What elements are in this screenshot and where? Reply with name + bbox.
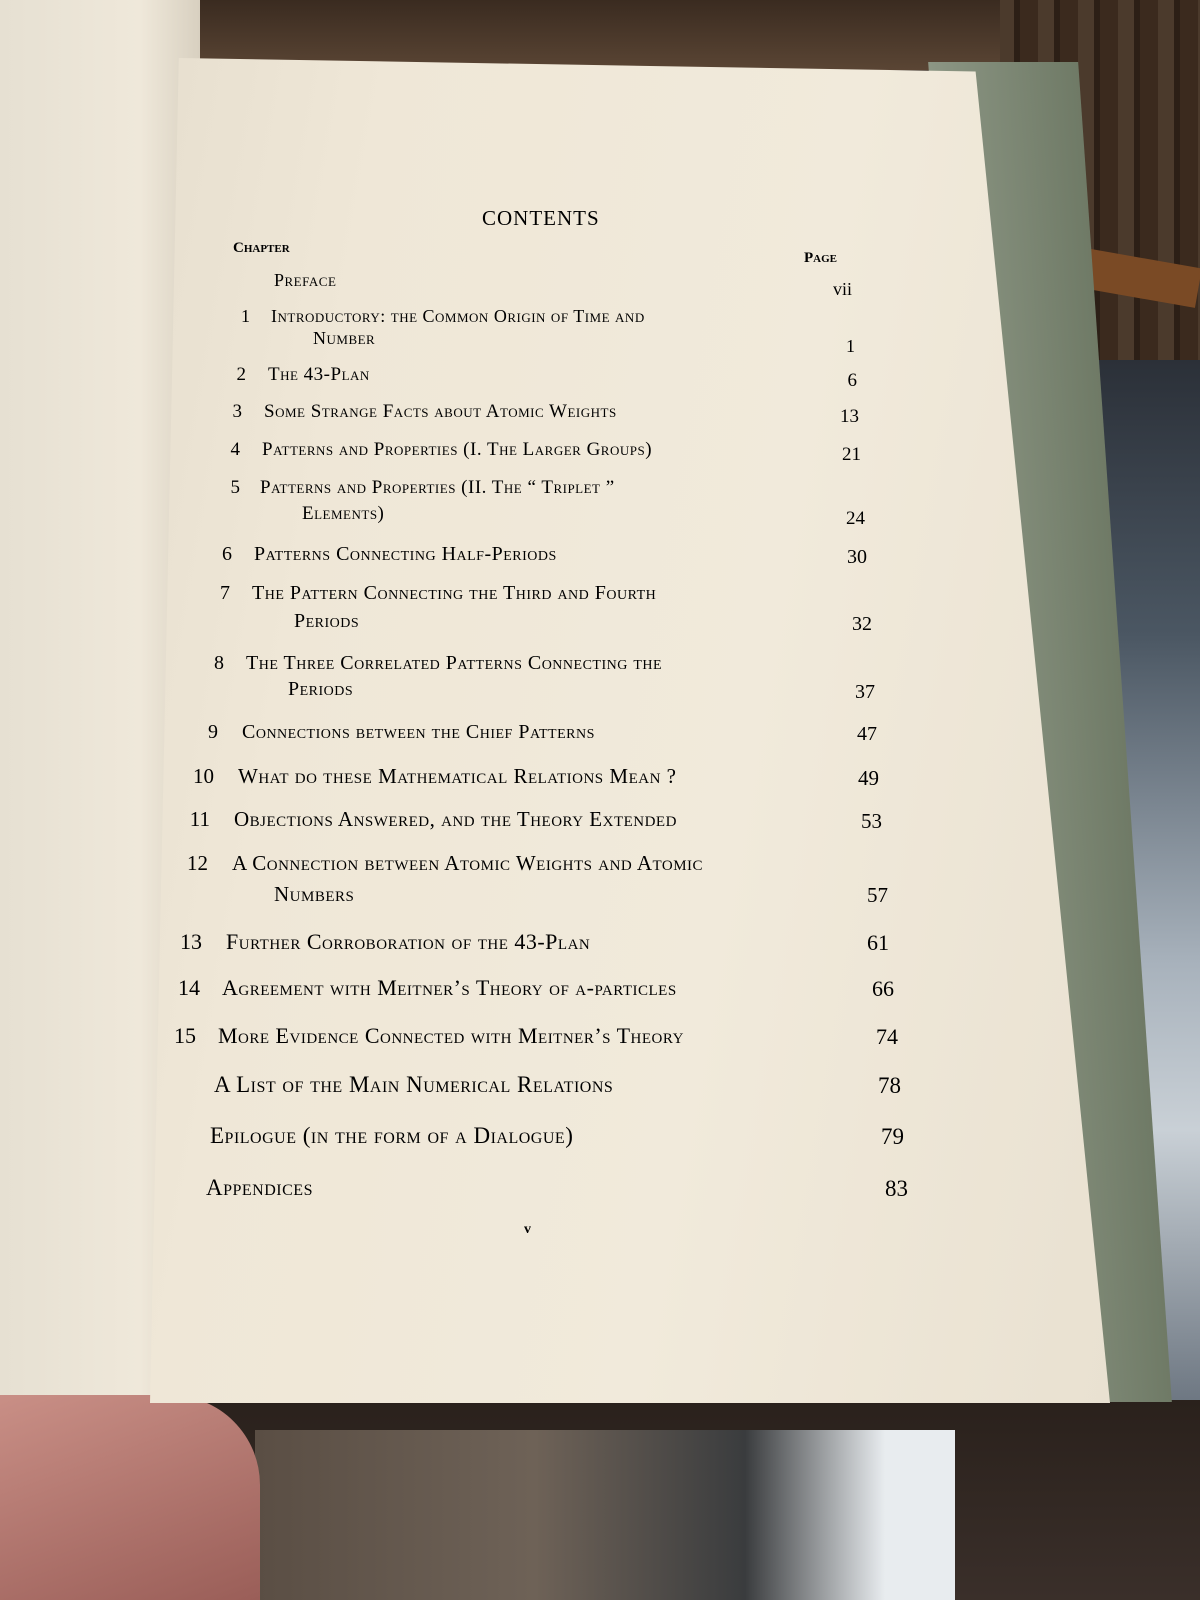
toc-entry-page: 6 bbox=[847, 370, 857, 391]
toc-entry-page: 79 bbox=[881, 1124, 904, 1149]
toc-entry-title: Connections between the Chief Patterns bbox=[242, 721, 595, 743]
toc-entry-title: Appendices bbox=[206, 1175, 313, 1200]
toc-entry-page: 83 bbox=[885, 1176, 908, 1201]
toc-entry-title: Introductory: the Common Origin of Time and bbox=[271, 306, 645, 326]
background-top bbox=[140, 0, 1000, 70]
toc-entry-number: 14 bbox=[178, 975, 200, 1000]
toc-entry-number: 1 bbox=[241, 306, 250, 326]
toc-entry-page: 24 bbox=[846, 508, 865, 529]
hand bbox=[0, 1395, 260, 1600]
toc-entry-title: Patterns and Properties (II. The “ Triplet ” bbox=[260, 477, 615, 498]
toc-entry-number: 8 bbox=[214, 652, 224, 674]
toc-entry-title: Agreement with Meitner’s Theory of α-particles bbox=[222, 975, 677, 1000]
toc-entry-page: 66 bbox=[872, 976, 894, 1001]
toc-entry-number: 9 bbox=[208, 721, 218, 743]
toc-entry-title-continued: Numbers bbox=[274, 882, 355, 906]
toc-entry-page: 37 bbox=[855, 681, 875, 703]
toc-entry-number: 11 bbox=[189, 807, 210, 831]
toc-entry-title: A List of the Main Numerical Relations bbox=[214, 1072, 614, 1097]
toc-entry-title-continued: Periods bbox=[294, 610, 360, 632]
toc-entry-page: 49 bbox=[858, 766, 879, 790]
toc-entry-page: 78 bbox=[878, 1073, 901, 1098]
toc-entry-page: 1 bbox=[846, 336, 855, 356]
toc-entry-title: Patterns and Properties (I. The Larger Groups) bbox=[262, 439, 653, 460]
toc-entry-title-continued: Number bbox=[313, 328, 376, 348]
toc-entry-number: 2 bbox=[236, 364, 246, 385]
toc-entry-title: Some Strange Facts about Atomic Weights bbox=[264, 401, 617, 422]
chapter-column-header: Chapter bbox=[233, 240, 290, 256]
toc-entry-page: 74 bbox=[876, 1024, 898, 1049]
toc-entry-title: Epilogue (in the form of a Dialogue) bbox=[210, 1123, 574, 1148]
page-folio: v bbox=[524, 1222, 531, 1237]
contents-title: CONTENTS bbox=[482, 206, 600, 230]
toc-entry-number: 12 bbox=[187, 851, 208, 875]
toc-entry-number: 5 bbox=[230, 477, 240, 498]
toc-entry-number: 3 bbox=[232, 401, 242, 422]
toc-entry-page: 47 bbox=[857, 723, 877, 745]
toc-entry-page: 57 bbox=[867, 883, 888, 907]
toc-entry-number: 7 bbox=[220, 582, 230, 604]
page-column-header: Page bbox=[804, 250, 837, 266]
toc-entry-page: vii bbox=[832, 279, 852, 299]
toc-entry-number: 13 bbox=[180, 929, 202, 954]
toc-entry-number: 6 bbox=[222, 543, 232, 565]
toc-entry-page: 32 bbox=[852, 613, 872, 635]
toc-entry-page: 53 bbox=[861, 809, 882, 833]
toc-entry-title: A Connection between Atomic Weights and Atomic bbox=[232, 851, 704, 875]
toc-entry-number: 10 bbox=[193, 764, 214, 788]
toc-entry-title: Preface bbox=[274, 270, 337, 290]
toc-entry-page: 13 bbox=[840, 406, 859, 427]
toc-entry-title: What do these Mathematical Relations Mean ? bbox=[238, 764, 677, 788]
toc-entry-title: More Evidence Connected with Meitner’s Theory bbox=[218, 1023, 684, 1048]
toc-entry-title: The 43-Plan bbox=[268, 364, 370, 385]
toc-entry-number: 4 bbox=[230, 439, 240, 460]
toc-entry-page: 30 bbox=[847, 546, 867, 568]
toc-entry-title: The Three Correlated Patterns Connecting the bbox=[246, 652, 663, 674]
background-book-cover bbox=[255, 1430, 955, 1600]
toc-entry-title-continued: Periods bbox=[288, 678, 354, 700]
toc-entry-title: Objections Answered, and the Theory Extended bbox=[234, 807, 677, 831]
toc-entry-title: Further Corroboration of the 43-Plan bbox=[226, 929, 591, 954]
toc-entry-page: 61 bbox=[867, 930, 889, 955]
toc-entry-page: 21 bbox=[842, 444, 861, 465]
toc-entry-title: The Pattern Connecting the Third and Fourth bbox=[252, 582, 657, 604]
toc-entry-title: Patterns Connecting Half-Periods bbox=[254, 543, 557, 565]
toc-entry-title-continued: Elements) bbox=[302, 503, 385, 524]
toc-entry-number: 15 bbox=[174, 1023, 196, 1048]
